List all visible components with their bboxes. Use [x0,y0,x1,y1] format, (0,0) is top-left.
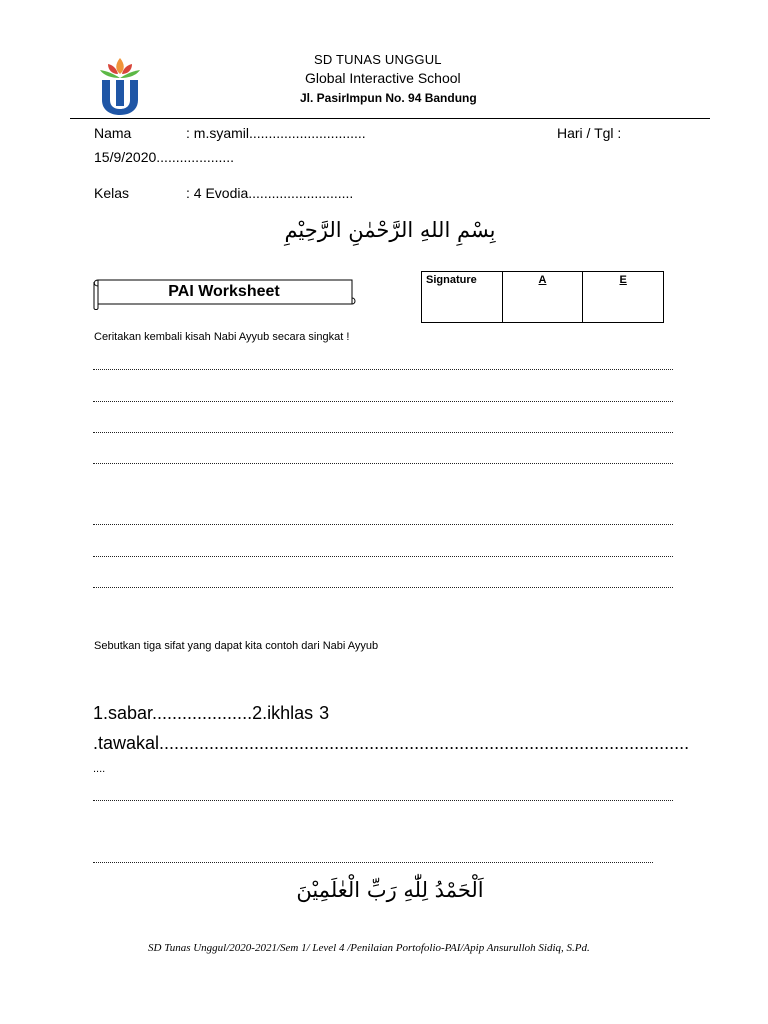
grade-a-header: A [502,272,583,323]
answer-line [93,587,673,588]
answer-line [93,524,673,525]
signature-table [421,271,664,323]
answer-line [93,432,673,433]
school-address: Jl. PasirImpun No. 94 Bandung [300,91,477,105]
answer-line [93,401,673,402]
answer-text-line-1: 1.sabar....................2.ikhlas 3 [93,703,330,723]
hamdalah-text: اَلْحَمْدُ لِلّٰهِ رَبِّ الْعٰلَمِيْنَ [296,878,484,902]
header-divider [70,118,710,119]
school-name: SD TUNAS UNGGUL [314,52,442,67]
answer-text-line-2: .tawakal.......................................................................................................... [93,733,690,753]
worksheet-title: PAI Worksheet [168,283,280,300]
school-logo [98,56,142,116]
question-1: Ceritakan kembali kisah Nabi Ayyub secara singkat ! [94,331,350,343]
name-label: Nama [94,125,132,141]
class-label: Kelas [94,185,130,201]
school-subtitle: Global Interactive School [305,70,461,86]
question-2: Sebutkan tiga sifat yang dapat kita contoh dari Nabi Ayyub [94,640,379,652]
answer-line [93,463,673,464]
date-value: 15/9/2020.................... [94,149,235,165]
basmala-text: بِسْمِ اللهِ الرَّحْمٰنِ الرَّحِيْمِ [284,218,496,242]
date-label: Hari / Tgl : [557,125,622,141]
signature-header: Signature [422,272,503,323]
answer-line [93,556,673,557]
footer-text: SD Tunas Unggul/2020-2021/Sem 1/ Level 4 /Penilaian Portofolio-PAI/Apip Ansurulloh Sidiq, S.Pd. [148,942,590,954]
name-value: : m.syamil.............................. [186,125,366,141]
answer-line [93,800,673,801]
answer-line [93,862,653,863]
answer-text-line-3: .... [93,763,106,775]
grade-e-header: E [583,272,664,323]
answer-line [93,369,673,370]
class-value: : 4 Evodia........................... [186,185,354,201]
